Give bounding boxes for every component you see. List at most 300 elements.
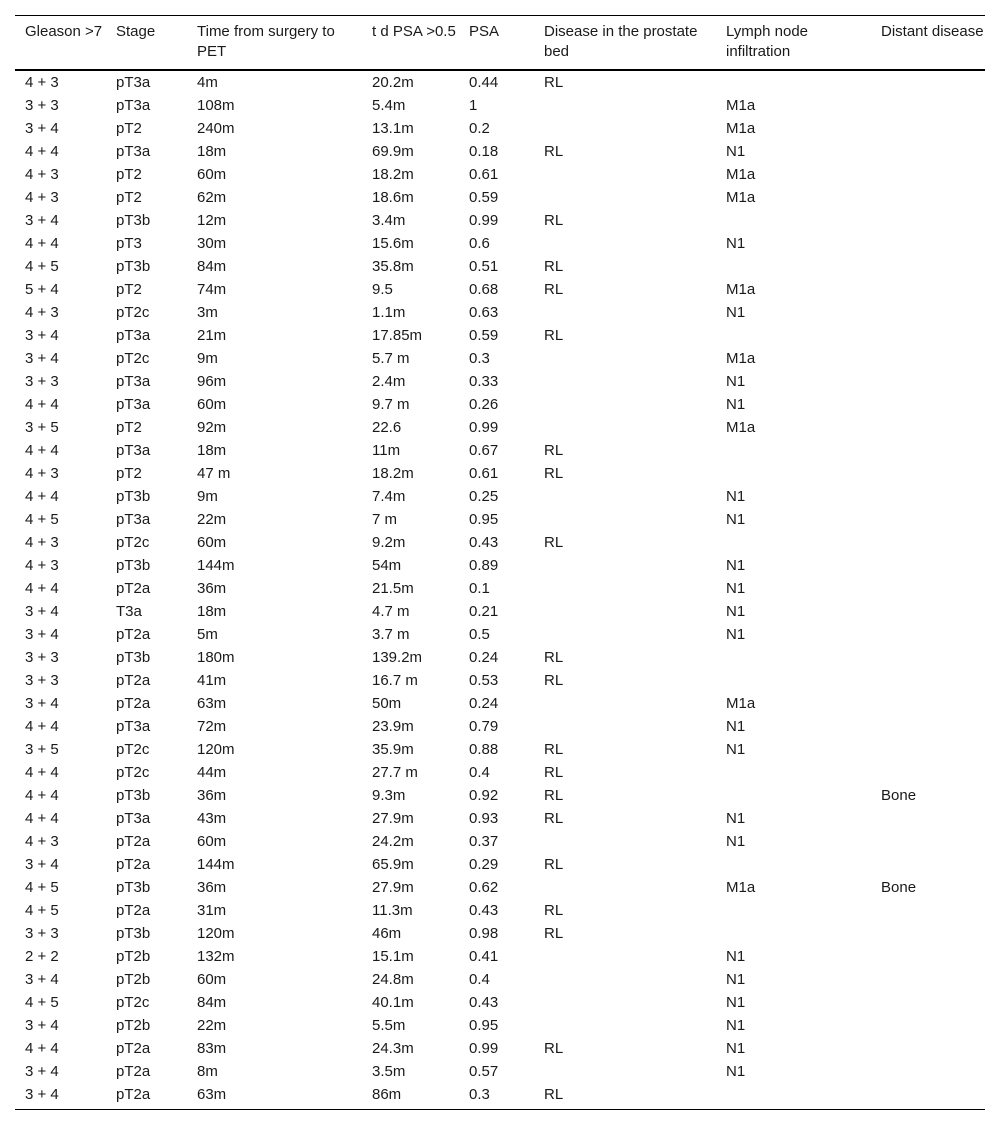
- table-header: [15, 16, 985, 71]
- cell-distant-disease: [871, 738, 985, 761]
- cell-gleason: 4 + 4: [25, 488, 59, 505]
- table-row: [15, 784, 985, 807]
- cell-distant-disease: [871, 968, 985, 991]
- cell-distant-disease: [871, 600, 985, 623]
- cell-distant-disease: [871, 278, 985, 301]
- cell-time-from-surgery: 18m: [197, 442, 227, 459]
- cell-time-from-surgery: 120m: [197, 925, 235, 942]
- cell-td-psa: 24.8m: [372, 971, 414, 988]
- cell-td-psa: 15.6m: [372, 235, 414, 252]
- cell-psa: 0.37: [469, 833, 499, 850]
- cell-psa: 0.25: [469, 488, 499, 505]
- column-header-lymph-node-infiltration: Lymph node infiltration: [726, 23, 809, 60]
- cell-psa: 0.79: [469, 718, 499, 735]
- cell-distant-disease: [871, 209, 985, 232]
- cell-prostate-bed-disease: RL: [544, 925, 564, 942]
- table-row: [15, 209, 985, 232]
- cell-td-psa: 9.2m: [372, 534, 406, 551]
- cell-lymph-node-infiltration: [716, 899, 871, 922]
- cell-time-from-surgery: 60m: [197, 534, 227, 551]
- cell-psa: 0.1: [469, 580, 490, 597]
- cell-psa: 0.18: [469, 143, 499, 160]
- cell-prostate-bed-disease: [534, 416, 716, 439]
- cell-prostate-bed-disease: [534, 991, 716, 1014]
- cell-lymph-node-infiltration: [716, 922, 871, 945]
- cell-prostate-bed-disease: [534, 830, 716, 853]
- cell-distant-disease: [871, 646, 985, 669]
- cell-stage: pT2: [116, 281, 142, 298]
- cell-prostate-bed-disease: [534, 117, 716, 140]
- cell-distant-disease: [871, 991, 985, 1014]
- cell-psa: 0.33: [469, 373, 499, 390]
- cell-prostate-bed-disease: [534, 600, 716, 623]
- cell-psa: 0.24: [469, 649, 499, 666]
- cell-gleason: 4 + 5: [25, 902, 59, 919]
- cell-prostate-bed-disease: [534, 554, 716, 577]
- cell-distant-disease: Bone: [881, 787, 917, 804]
- cell-prostate-bed-disease: RL: [544, 741, 564, 758]
- cell-gleason: 4 + 4: [25, 143, 59, 160]
- cell-distant-disease: [871, 922, 985, 945]
- cell-distant-disease: [871, 324, 985, 347]
- cell-prostate-bed-disease: RL: [544, 1086, 564, 1103]
- cell-td-psa: 23.9m: [372, 718, 414, 735]
- cell-psa: 0.44: [469, 74, 499, 91]
- cell-psa: 0.95: [469, 1017, 499, 1034]
- table-row: [15, 738, 985, 761]
- cell-td-psa: 9.5: [372, 281, 393, 298]
- cell-lymph-node-infiltration: [716, 439, 871, 462]
- cell-distant-disease: [871, 370, 985, 393]
- cell-time-from-surgery: 120m: [197, 741, 235, 758]
- cell-stage: pT3a: [116, 143, 151, 160]
- cell-lymph-node-infiltration: [716, 324, 871, 347]
- cell-gleason: 4 + 4: [25, 235, 59, 252]
- table-row: [15, 577, 985, 600]
- cell-distant-disease: [871, 439, 985, 462]
- column-header-gleason: Gleason >7: [25, 23, 103, 40]
- table-row: [15, 600, 985, 623]
- table-row: [15, 991, 985, 1014]
- cell-stage: pT3a: [116, 718, 151, 735]
- cell-stage: pT3b: [116, 488, 151, 505]
- patient-table-container: [15, 15, 985, 1110]
- cell-stage: pT3b: [116, 925, 151, 942]
- cell-time-from-surgery: 60m: [197, 396, 227, 413]
- cell-time-from-surgery: 30m: [197, 235, 227, 252]
- cell-psa: 0.41: [469, 948, 499, 965]
- cell-psa: 0.29: [469, 856, 499, 873]
- cell-stage: pT3a: [116, 97, 151, 114]
- cell-lymph-node-infiltration: N1: [726, 626, 746, 643]
- cell-distant-disease: Bone: [881, 879, 917, 896]
- cell-stage: pT2a: [116, 1040, 151, 1057]
- cell-distant-disease: [871, 623, 985, 646]
- cell-psa: 0.68: [469, 281, 499, 298]
- cell-gleason: 3 + 5: [25, 419, 59, 436]
- cell-psa: 1: [469, 97, 478, 114]
- cell-time-from-surgery: 144m: [197, 856, 235, 873]
- header-row: [15, 16, 985, 71]
- cell-prostate-bed-disease: [534, 393, 716, 416]
- cell-prostate-bed-disease: RL: [544, 281, 564, 298]
- cell-stage: pT3b: [116, 258, 151, 275]
- cell-prostate-bed-disease: RL: [544, 327, 564, 344]
- cell-lymph-node-infiltration: N1: [726, 948, 746, 965]
- cell-time-from-surgery: 41m: [197, 672, 227, 689]
- table-row: [15, 1014, 985, 1037]
- cell-lymph-node-infiltration: N1: [726, 971, 746, 988]
- table-row: [15, 117, 985, 140]
- cell-td-psa: 27.9m: [372, 879, 414, 896]
- cell-lymph-node-infiltration: N1: [726, 741, 746, 758]
- cell-time-from-surgery: 18m: [197, 603, 227, 620]
- cell-lymph-node-infiltration: N1: [726, 1063, 746, 1080]
- cell-td-psa: 15.1m: [372, 948, 414, 965]
- table-row: [15, 347, 985, 370]
- cell-gleason: 4 + 3: [25, 166, 59, 183]
- cell-prostate-bed-disease: [534, 94, 716, 117]
- cell-gleason: 3 + 4: [25, 695, 59, 712]
- cell-lymph-node-infiltration: M1a: [726, 695, 756, 712]
- cell-stage: pT3: [116, 235, 142, 252]
- cell-prostate-bed-disease: [534, 715, 716, 738]
- cell-distant-disease: [871, 945, 985, 968]
- cell-time-from-surgery: 22m: [197, 1017, 227, 1034]
- cell-time-from-surgery: 4m: [197, 74, 218, 91]
- cell-lymph-node-infiltration: N1: [726, 1040, 746, 1057]
- cell-gleason: 4 + 3: [25, 833, 59, 850]
- cell-time-from-surgery: 12m: [197, 212, 227, 229]
- cell-td-psa: 24.2m: [372, 833, 414, 850]
- cell-prostate-bed-disease: [534, 692, 716, 715]
- cell-time-from-surgery: 43m: [197, 810, 227, 827]
- cell-prostate-bed-disease: RL: [544, 1040, 564, 1057]
- cell-stage: pT2a: [116, 626, 151, 643]
- cell-distant-disease: [871, 347, 985, 370]
- cell-prostate-bed-disease: RL: [544, 258, 564, 275]
- cell-lymph-node-infiltration: [716, 209, 871, 232]
- cell-gleason: 2 + 2: [25, 948, 59, 965]
- cell-prostate-bed-disease: RL: [544, 672, 564, 689]
- table-row: [15, 692, 985, 715]
- cell-lymph-node-infiltration: M1a: [726, 189, 756, 206]
- cell-psa: 0.98: [469, 925, 499, 942]
- cell-time-from-surgery: 74m: [197, 281, 227, 298]
- cell-prostate-bed-disease: RL: [544, 74, 564, 91]
- cell-gleason: 3 + 3: [25, 672, 59, 689]
- cell-stage: pT3b: [116, 649, 151, 666]
- cell-lymph-node-infiltration: [716, 784, 871, 807]
- cell-gleason: 4 + 3: [25, 74, 59, 91]
- cell-prostate-bed-disease: [534, 945, 716, 968]
- column-header-distant-disease: Distant disease: [881, 23, 984, 40]
- cell-time-from-surgery: 18m: [197, 143, 227, 160]
- cell-gleason: 4 + 4: [25, 442, 59, 459]
- cell-td-psa: 65.9m: [372, 856, 414, 873]
- cell-gleason: 4 + 5: [25, 994, 59, 1011]
- cell-gleason: 4 + 5: [25, 879, 59, 896]
- cell-stage: pT2a: [116, 856, 151, 873]
- cell-stage: pT2a: [116, 1063, 151, 1080]
- cell-psa: 0.88: [469, 741, 499, 758]
- table-row: [15, 807, 985, 830]
- cell-psa: 0.92: [469, 787, 499, 804]
- cell-lymph-node-infiltration: M1a: [726, 281, 756, 298]
- cell-lymph-node-infiltration: [716, 462, 871, 485]
- cell-distant-disease: [871, 508, 985, 531]
- cell-prostate-bed-disease: [534, 1014, 716, 1037]
- cell-time-from-surgery: 47 m: [197, 465, 231, 482]
- cell-gleason: 4 + 4: [25, 580, 59, 597]
- table-row: [15, 439, 985, 462]
- table-row: [15, 232, 985, 255]
- cell-td-psa: 35.8m: [372, 258, 414, 275]
- cell-psa: 0.43: [469, 902, 499, 919]
- cell-lymph-node-infiltration: N1: [726, 235, 746, 252]
- cell-psa: 0.26: [469, 396, 499, 413]
- cell-td-psa: 17.85m: [372, 327, 423, 344]
- cell-distant-disease: [871, 1060, 985, 1083]
- cell-gleason: 3 + 4: [25, 212, 59, 229]
- cell-gleason: 3 + 4: [25, 120, 59, 137]
- cell-td-psa: 7.4m: [372, 488, 406, 505]
- cell-gleason: 3 + 4: [25, 971, 59, 988]
- cell-prostate-bed-disease: RL: [544, 649, 564, 666]
- cell-td-psa: 20.2m: [372, 74, 414, 91]
- cell-td-psa: 40.1m: [372, 994, 414, 1011]
- cell-distant-disease: [871, 669, 985, 692]
- cell-stage: pT3a: [116, 442, 151, 459]
- cell-distant-disease: [871, 761, 985, 784]
- cell-prostate-bed-disease: [534, 485, 716, 508]
- cell-distant-disease: [871, 1037, 985, 1060]
- cell-stage: pT3b: [116, 212, 151, 229]
- cell-lymph-node-infiltration: N1: [726, 1017, 746, 1034]
- cell-prostate-bed-disease: [534, 623, 716, 646]
- cell-time-from-surgery: 9m: [197, 488, 218, 505]
- table-row: [15, 485, 985, 508]
- cell-stage: pT2: [116, 120, 142, 137]
- cell-prostate-bed-disease: [534, 1060, 716, 1083]
- cell-psa: 0.43: [469, 534, 499, 551]
- cell-distant-disease: [871, 830, 985, 853]
- table-row: [15, 508, 985, 531]
- cell-lymph-node-infiltration: N1: [726, 833, 746, 850]
- cell-gleason: 4 + 5: [25, 258, 59, 275]
- table-row: [15, 393, 985, 416]
- cell-gleason: 4 + 3: [25, 534, 59, 551]
- cell-distant-disease: [871, 117, 985, 140]
- cell-td-psa: 24.3m: [372, 1040, 414, 1057]
- table-row: [15, 462, 985, 485]
- cell-gleason: 4 + 4: [25, 810, 59, 827]
- cell-time-from-surgery: 36m: [197, 787, 227, 804]
- cell-gleason: 4 + 4: [25, 718, 59, 735]
- cell-distant-disease: [871, 140, 985, 163]
- table-row: [15, 922, 985, 945]
- cell-td-psa: 18.2m: [372, 465, 414, 482]
- cell-time-from-surgery: 8m: [197, 1063, 218, 1080]
- cell-td-psa: 11.3m: [372, 902, 413, 919]
- cell-stage: pT2c: [116, 304, 150, 321]
- cell-time-from-surgery: 21m: [197, 327, 227, 344]
- cell-td-psa: 21.5m: [372, 580, 414, 597]
- cell-time-from-surgery: 22m: [197, 511, 227, 528]
- table-row: [15, 899, 985, 922]
- cell-lymph-node-infiltration: [716, 255, 871, 278]
- cell-lymph-node-infiltration: M1a: [726, 166, 756, 183]
- cell-distant-disease: [871, 554, 985, 577]
- cell-psa: 0.99: [469, 212, 499, 229]
- cell-td-psa: 2.4m: [372, 373, 406, 390]
- cell-td-psa: 5.5m: [372, 1017, 406, 1034]
- cell-prostate-bed-disease: [534, 163, 716, 186]
- cell-td-psa: 9.3m: [372, 787, 406, 804]
- table-row: [15, 646, 985, 669]
- cell-stage: pT2c: [116, 764, 150, 781]
- cell-lymph-node-infiltration: N1: [726, 810, 746, 827]
- cell-psa: 0.3: [469, 1086, 490, 1103]
- cell-prostate-bed-disease: [534, 370, 716, 393]
- cell-prostate-bed-disease: RL: [544, 787, 564, 804]
- cell-td-psa: 18.6m: [372, 189, 414, 206]
- cell-distant-disease: [871, 531, 985, 554]
- cell-psa: 0.62: [469, 879, 499, 896]
- cell-distant-disease: [871, 485, 985, 508]
- table-row: [15, 416, 985, 439]
- table-row: [15, 70, 985, 94]
- column-header-time-from-surgery: Time from surgery to PET: [197, 23, 335, 60]
- cell-time-from-surgery: 60m: [197, 971, 227, 988]
- cell-time-from-surgery: 240m: [197, 120, 235, 137]
- cell-lymph-node-infiltration: N1: [726, 557, 746, 574]
- cell-time-from-surgery: 9m: [197, 350, 218, 367]
- cell-distant-disease: [871, 255, 985, 278]
- column-header-td-psa: t d PSA >0.5: [372, 23, 456, 40]
- cell-gleason: 3 + 3: [25, 925, 59, 942]
- cell-psa: 0.57: [469, 1063, 499, 1080]
- cell-stage: pT2: [116, 189, 142, 206]
- cell-lymph-node-infiltration: [716, 646, 871, 669]
- table-row: [15, 715, 985, 738]
- cell-stage: pT2: [116, 166, 142, 183]
- cell-gleason: 4 + 3: [25, 465, 59, 482]
- cell-time-from-surgery: 72m: [197, 718, 227, 735]
- cell-td-psa: 4.7 m: [372, 603, 410, 620]
- cell-stage: pT2c: [116, 534, 150, 551]
- cell-time-from-surgery: 96m: [197, 373, 227, 390]
- cell-gleason: 3 + 4: [25, 1063, 59, 1080]
- column-header-psa: PSA: [469, 23, 500, 40]
- cell-td-psa: 69.9m: [372, 143, 414, 160]
- cell-psa: 0.21: [469, 603, 499, 620]
- cell-time-from-surgery: 83m: [197, 1040, 227, 1057]
- table-row: [15, 370, 985, 393]
- cell-gleason: 4 + 4: [25, 764, 59, 781]
- cell-lymph-node-infiltration: N1: [726, 603, 746, 620]
- cell-gleason: 3 + 4: [25, 350, 59, 367]
- table-row: [15, 876, 985, 899]
- cell-gleason: 3 + 4: [25, 327, 59, 344]
- cell-psa: 0.2: [469, 120, 490, 137]
- cell-gleason: 3 + 3: [25, 97, 59, 114]
- cell-gleason: 4 + 4: [25, 787, 59, 804]
- table-row: [15, 1060, 985, 1083]
- cell-distant-disease: [871, 301, 985, 324]
- table-row: [15, 554, 985, 577]
- column-header-prostate-bed-disease: Disease in the prostate bed: [544, 23, 698, 60]
- cell-psa: 0.53: [469, 672, 499, 689]
- cell-stage: pT2a: [116, 833, 151, 850]
- cell-lymph-node-infiltration: N1: [726, 304, 746, 321]
- cell-td-psa: 1.1m: [372, 304, 406, 321]
- table-row: [15, 255, 985, 278]
- cell-td-psa: 3.7 m: [372, 626, 410, 643]
- cell-distant-disease: [871, 853, 985, 876]
- cell-lymph-node-infiltration: M1a: [726, 419, 756, 436]
- cell-td-psa: 27.7 m: [372, 764, 418, 781]
- table-body: [15, 70, 985, 1110]
- table-row: [15, 140, 985, 163]
- cell-distant-disease: [871, 94, 985, 117]
- cell-prostate-bed-disease: RL: [544, 442, 564, 459]
- cell-psa: 0.61: [469, 465, 499, 482]
- cell-distant-disease: [871, 232, 985, 255]
- cell-gleason: 3 + 4: [25, 626, 59, 643]
- cell-psa: 0.4: [469, 971, 490, 988]
- cell-psa: 0.43: [469, 994, 499, 1011]
- cell-lymph-node-infiltration: N1: [726, 994, 746, 1011]
- cell-distant-disease: [871, 1083, 985, 1110]
- cell-gleason: 3 + 4: [25, 856, 59, 873]
- cell-distant-disease: [871, 186, 985, 209]
- cell-psa: 0.95: [469, 511, 499, 528]
- cell-stage: pT2b: [116, 1017, 151, 1034]
- cell-stage: pT2c: [116, 350, 150, 367]
- cell-time-from-surgery: 36m: [197, 580, 227, 597]
- cell-distant-disease: [871, 715, 985, 738]
- cell-prostate-bed-disease: [534, 186, 716, 209]
- table-row: [15, 301, 985, 324]
- cell-time-from-surgery: 92m: [197, 419, 227, 436]
- cell-time-from-surgery: 62m: [197, 189, 227, 206]
- cell-distant-disease: [871, 1014, 985, 1037]
- cell-distant-disease: [871, 416, 985, 439]
- table-row: [15, 830, 985, 853]
- cell-stage: pT2a: [116, 580, 151, 597]
- cell-prostate-bed-disease: RL: [544, 902, 564, 919]
- cell-stage: pT3b: [116, 557, 151, 574]
- cell-gleason: 4 + 3: [25, 304, 59, 321]
- cell-psa: 0.89: [469, 557, 499, 574]
- cell-psa: 0.5: [469, 626, 490, 643]
- cell-stage: pT2: [116, 419, 142, 436]
- cell-prostate-bed-disease: [534, 347, 716, 370]
- cell-stage: pT3a: [116, 810, 151, 827]
- cell-distant-disease: [871, 577, 985, 600]
- cell-prostate-bed-disease: [534, 876, 716, 899]
- cell-td-psa: 35.9m: [372, 741, 414, 758]
- table-row: [15, 761, 985, 784]
- cell-lymph-node-infiltration: M1a: [726, 120, 756, 137]
- cell-prostate-bed-disease: RL: [544, 856, 564, 873]
- cell-lymph-node-infiltration: N1: [726, 488, 746, 505]
- cell-lymph-node-infiltration: N1: [726, 511, 746, 528]
- cell-stage: pT2a: [116, 1086, 151, 1103]
- cell-prostate-bed-disease: RL: [544, 212, 564, 229]
- cell-lymph-node-infiltration: [716, 761, 871, 784]
